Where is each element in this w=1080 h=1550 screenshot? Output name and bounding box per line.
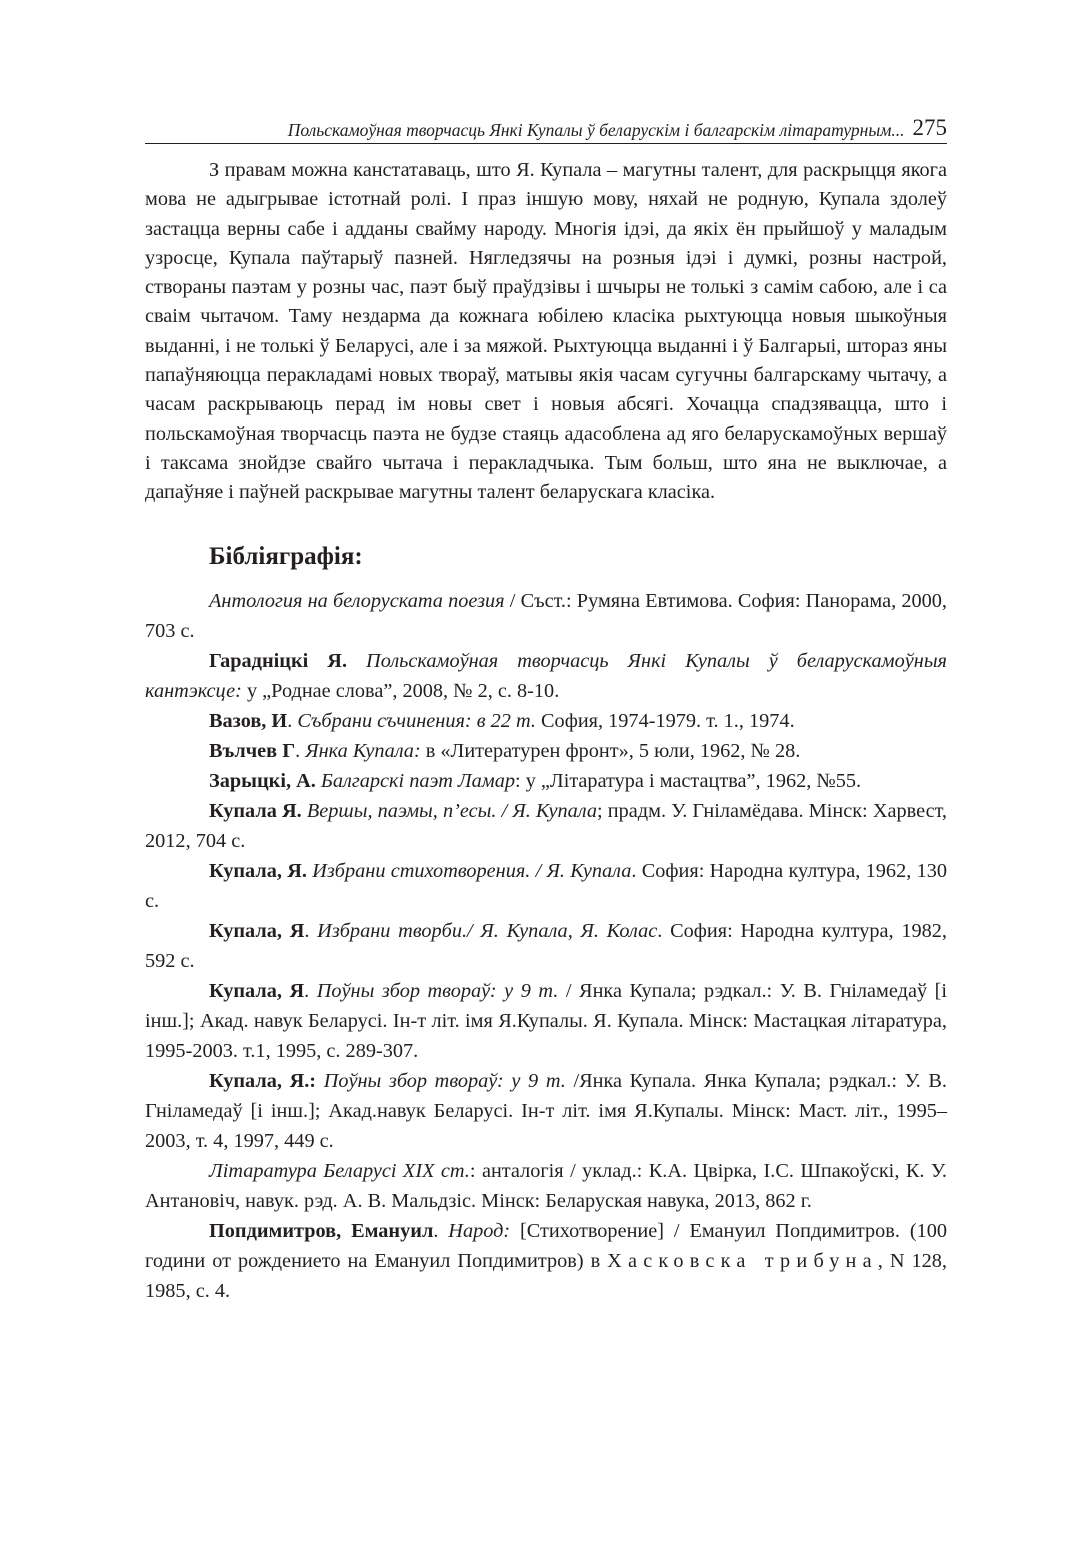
bib-author: Купала, Я xyxy=(209,979,305,1002)
bib-title: Літаратура Беларусі XIX ст. xyxy=(209,1159,470,1182)
bib-entry-7 xyxy=(145,856,947,916)
bib-entry-10 xyxy=(145,1066,947,1156)
body-paragraph: З правам можна канстатаваць, што Я. Купала – магутны талент, для раскрыцця якога мова не адыгрывае істотнай ролі. І праз іншую мову, няхай не родную, Купала здолеў застацца верны сабе і адданы свайму народу. Многія ідэі, да якіх ён прыйшоў у маладым узросце, Купала паўтарыў пазней. Нягледзячы на розныя ідэі і думкі, розны настрой, створаны паэтам у розны час, паэт быў праўдзівы і шчыры не толькі з самім сабою, але і са сваім чытачом. Таму нездарма да кожнага юбілею класіка рыхтуюцца новыя шыкоўныя выданні, і не толькі ў Беларусі, але і за мяжой. Рыхтуюцца выданні і ў Балгарыі, штораз яны папаўняюцца перакладамі новых твораў, матывы якія часам сугучны балгарскаму чытачу, а часам раскрываюць перад ім новы свет і новыя абсягі. Хочацца спадзявацца, што і польскамоўная творчасць паэта не будзе стаяць адасоблена ад яго беларускамоўных вершаў і таксама знойдзе свайго чытача і перакладчыка. Тым больш, што яна не выключае, а дапаўняе і паўней раскрывае магутны талент беларускага класіка. xyxy=(145,159,947,504)
bib-author: Купала, Я. xyxy=(209,859,307,882)
bib-entry-1 xyxy=(145,586,947,646)
running-title: Польскамоўная творчасць Янкі Купалы ў беларускім і балгарскім літаратурным... xyxy=(287,120,905,140)
bib-details: . София: Народна култура, 1962, 130 с. xyxy=(145,859,947,912)
bib-entry-4 xyxy=(145,736,947,766)
bib-title: Избрани стихотворения. / Я. Купала xyxy=(306,859,632,882)
bib-author: Зарыцкі, А. xyxy=(209,769,316,792)
bib-entry-3 xyxy=(145,706,947,736)
bib-details: /Янка Купала. Янка Купала; рэдкал.: У. В. Гніламедаў [і інш.]; Акад.навук Беларусі. Ін-т літ. імя Я.Купалы. Мінск: Маст. літ., 1995–2003, т. 4, 1997, 449 с. xyxy=(145,1069,947,1152)
bib-title: Вершы, паэмы, п’есы. / Я. Купала xyxy=(301,799,598,822)
bib-entry-12 xyxy=(145,1216,947,1306)
bib-entry-5 xyxy=(145,766,947,796)
bib-details: : анталогія / уклад.: К.А. Цвірка, І.С. Шпакоўскі, К. У. Антановіч, навук. рэд. А. В. Мальдзіс. Мінск: Беларуская навука, 2013, 862 г. xyxy=(145,1159,947,1212)
bib-entry-9 xyxy=(145,976,947,1066)
bib-details-tail: , N 128, 1985, с. 4. xyxy=(145,1249,947,1302)
bib-sep: . xyxy=(304,979,317,1002)
bib-author: Купала, Я.: xyxy=(209,1069,317,1092)
bibliography-list xyxy=(145,586,947,1306)
bib-entry-6 xyxy=(145,796,947,856)
bib-details: . София: Народна култура, 1982, 592 с. xyxy=(145,919,948,972)
bib-entry-11 xyxy=(145,1156,947,1216)
bibliography-heading: Бібліяграфія: xyxy=(209,542,363,570)
bib-sep: . xyxy=(295,739,306,762)
bib-details: / Съст.: Румяна Евтимова. София: Панорама, 2000, 703 с. xyxy=(145,589,947,642)
bib-title: Поўны збор твораў: у 9 т. xyxy=(316,1069,566,1092)
bib-journal-spaced: Хасковска трибуна xyxy=(607,1249,878,1272)
bib-author: Купала Я. xyxy=(209,799,302,822)
bib-sep: . xyxy=(433,1219,449,1242)
bib-title: Янка Купала: xyxy=(305,739,421,762)
bib-details: у „Роднае слова”, 2008, № 2, с. 8-10. xyxy=(241,679,560,702)
bib-author: Вазов, И xyxy=(209,709,288,732)
bib-details: : у „Літаратура і мастацтва”, 1962, №55. xyxy=(515,769,862,792)
page-number: 275 xyxy=(912,115,947,140)
bib-entry-8 xyxy=(145,916,947,976)
bib-details: ; прадм. У. Гніламёдава. Мінск: Харвест, 2012, 704 с. xyxy=(145,799,947,852)
bib-author: Вълчев Г xyxy=(209,739,296,762)
bib-details: в «Литературен фронт», 5 юли, 1962, № 28. xyxy=(420,739,801,762)
bib-author: Попдимитров, Емануил xyxy=(209,1219,434,1242)
bib-details: / Янка Купала; рэдкал.: У. В. Гніламедаў [і інш.]; Акад. навук Беларусі. Ін-т літ. імя Я.Купалы. Я. Купала. Мінск: Мастацкая літаратура, 1995-2003. т.1, 1995, с. 289-307. xyxy=(145,979,948,1062)
bib-title: Польскамоўная творчасць Янкі Купалы ў беларускамоўныя кантэксце: xyxy=(145,649,947,702)
bib-sep: . xyxy=(287,709,298,732)
bib-details: [Стихотворение] / Емануил Попдимитров. (100 години от рождението на Емануил Попдимитров) в xyxy=(145,1219,948,1272)
bib-entry-2 xyxy=(145,646,947,706)
bib-title: Събрани съчинения: в 22 т. xyxy=(297,709,536,732)
bib-title: Балгарскі паэт Ламар xyxy=(315,769,516,792)
bib-title: Антология на белоруската поезия xyxy=(209,589,505,612)
running-header xyxy=(145,112,947,144)
bib-title: Избрани творби./ Я. Купала, Я. Колас xyxy=(317,919,658,942)
bib-author: Купала, Я xyxy=(209,919,305,942)
bib-title: Народ: xyxy=(448,1219,511,1242)
bib-details: София, 1974-1979. т. 1., 1974. xyxy=(535,709,795,732)
bib-title: Поўны збор твораў: у 9 т. xyxy=(316,979,559,1002)
bib-sep: . xyxy=(304,919,318,942)
page-content xyxy=(145,156,947,1306)
bib-author: Гарадніцкі Я. xyxy=(209,649,348,672)
